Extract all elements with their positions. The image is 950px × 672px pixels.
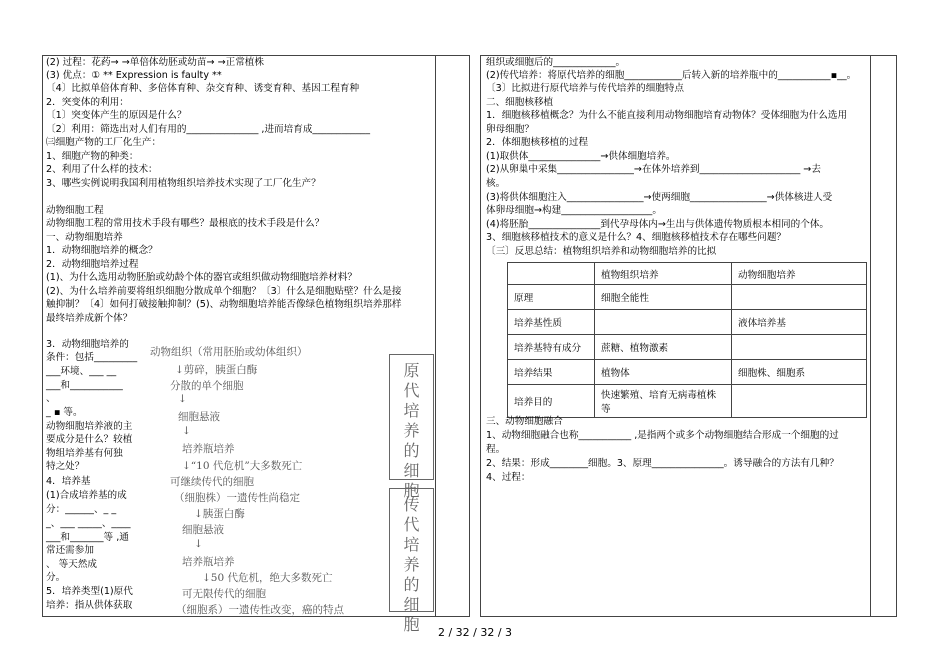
table-cell: 蔗糖、植物激素 xyxy=(595,335,732,360)
table-header-cell xyxy=(508,263,595,285)
left-line: (2) 过程：花药→ →单倍体幼胚或幼苗→ →正常植株 xyxy=(46,57,264,68)
page-number: 2 / 32 / 32 / 3 xyxy=(437,626,513,639)
table-cell: 细胞全能性 xyxy=(595,285,732,310)
right-line: 1、动物细胞融合也称___________ ,是指两个或多个动物细胞结合形成一个细胞的过 xyxy=(486,430,839,441)
right-line: 程。 xyxy=(486,444,506,455)
table-row xyxy=(508,385,867,418)
right-line: (3)将供体细胞注入________________→使两细胞________________→供体核进人受 xyxy=(486,192,833,203)
left-line: 3、哪些实例说明我国利用植物组织培养技术实现了工厂化生产？ xyxy=(46,178,321,189)
table-cell: 植物体 xyxy=(595,360,732,385)
passage-culture-label: 传代培养的细胞 xyxy=(403,495,420,634)
table-cell: 培养结果 xyxy=(508,360,595,385)
flow-arrow: ↓“10 代危机”大多数死亡 xyxy=(182,460,303,472)
flow-step: （细胞株）一遗传性尚稳定 xyxy=(174,492,300,504)
left-line: 最终培养成新个体？ xyxy=(46,313,133,324)
left-line: (1)、为什么选用动物胚胎或幼龄个体的器官或组织做动物细胞培养材料？ xyxy=(46,272,357,283)
table-cell: 原理 xyxy=(508,285,595,310)
flow-arrow: ↓50 代危机，绝大多数死亡 xyxy=(202,572,333,584)
table-cell: 培养目的 xyxy=(508,385,595,418)
table-cell xyxy=(732,385,867,418)
column-line: _、___ _____、____ xyxy=(46,518,131,529)
left-line: 〔2〕利用：筛选出对人们有用的_______________ ,进而培育成____________ xyxy=(46,124,370,135)
column-line: ___和_______等 ,通 xyxy=(46,532,129,543)
column-line: 分：______、_ _ xyxy=(46,504,117,515)
column-line: 条件：包括_________ xyxy=(46,352,138,363)
flow-arrow: ↓剪碎，胰蛋白酶 xyxy=(175,364,258,376)
flow-step: （细胞系）一遗传性改变，癌的特点 xyxy=(176,604,344,616)
flow-step: 可继续传代的细胞 xyxy=(170,476,254,488)
passage-culture-box xyxy=(389,488,434,634)
left-line: 2．动物细胞培养过程 xyxy=(46,259,139,270)
right-line: (2)传代培养：将原代培养的细胞____________后转入新的培养瓶中的___________▪__。 xyxy=(486,70,857,81)
flow-step: 可无限传代的细胞 xyxy=(182,588,266,600)
right-line: 组织或细胞后的_____________。 xyxy=(486,57,626,68)
left-line: (3) 优点：① ** Expression is faulty ** xyxy=(46,70,222,81)
table-cell: 细胞株、细胞系 xyxy=(732,360,867,385)
right-line: 体卵母细胞→构建___________________。 xyxy=(486,205,662,216)
flow-step: 细胞悬液 xyxy=(182,524,224,536)
left-line: 1、细胞产物的种类： xyxy=(46,151,139,162)
column-line: ___和___________ xyxy=(46,380,123,391)
flow-step: 培养瓶培养 xyxy=(182,443,235,455)
column-line: 分。 xyxy=(46,572,66,583)
left-line: 1．动物细胞培养的概念？ xyxy=(46,245,158,256)
section-heading: 动物细胞工程 xyxy=(46,205,104,216)
table-row xyxy=(508,335,867,360)
flow-arrow: ↓ xyxy=(194,538,203,550)
column-line: 常还需参加 xyxy=(46,545,94,556)
table-cell: 快速繁殖、培育无病毒植株等 xyxy=(595,385,732,418)
right-line: 4、过程： xyxy=(486,472,531,483)
table-row xyxy=(508,360,867,385)
column-line: 3．动物细胞培养的 xyxy=(46,339,129,350)
table-row xyxy=(508,310,867,335)
flow-step: 培养瓶培养 xyxy=(182,556,235,568)
flow-arrow: ↓胰蛋白酶 xyxy=(194,508,245,520)
table-header-row xyxy=(508,263,867,285)
flow-step: 动物组织（常用胚胎或幼体组织） xyxy=(150,346,308,358)
left-line: 2、利用了什么样的技术： xyxy=(46,164,158,175)
left-margin-line xyxy=(435,56,436,616)
left-line: 2．突变体的利用： xyxy=(46,97,129,108)
table-row xyxy=(508,285,867,310)
table-cell: 培养基特有成分 xyxy=(508,335,595,360)
right-line: 1．细胞核移植概念？为什么不能直接利用动物细胞培育动物体？受体细胞为什么选用 xyxy=(486,110,848,121)
flow-step: 细胞悬液 xyxy=(178,411,220,423)
table-cell xyxy=(732,335,867,360)
primary-culture-label: 原代培养的细胞 xyxy=(403,361,420,500)
table-cell: 培养基性质 xyxy=(508,310,595,335)
right-line: 卵母细胞？ xyxy=(486,124,534,135)
primary-culture-box xyxy=(389,354,434,500)
flow-step: 分散的单个细胞 xyxy=(170,380,244,392)
column-line: 4．培养基 xyxy=(46,476,91,487)
section-heading: 三、动物细胞融合 xyxy=(486,416,563,427)
column-line: (1)合成培养基的成 xyxy=(46,490,127,501)
left-line: 动物细胞工程的常用技术手段有哪些？最根底的技术手段是什么？ xyxy=(46,218,325,229)
right-line: 2．体细胞核移植的过程 xyxy=(486,137,589,148)
left-line: ㈢细胞产物的工厂化生产： xyxy=(46,137,162,148)
right-line: 〔3〕比拟进行原代培养与传代培养的细胞特点 xyxy=(486,83,684,94)
right-line: 2、结果：形成________细胞。3、原理_______________。诱导融合的方法有几种？ xyxy=(486,458,839,469)
comparison-table xyxy=(507,262,867,418)
column-line: 、 xyxy=(46,393,56,404)
right-line: 核。 xyxy=(486,178,506,189)
right-line: 〔三〕反思总结：植物组织培养和动物细胞培养的比拟 xyxy=(486,246,717,257)
section-heading: 二、细胞核移植 xyxy=(486,97,554,108)
table-header-cell: 动物细胞培养 xyxy=(732,263,867,285)
column-line: _ ▪ 等。 xyxy=(46,407,83,418)
table-cell xyxy=(732,285,867,310)
table-cell xyxy=(595,310,732,335)
left-line: 〔4〕比拟单倍体育种、多倍体育种、杂交育种、诱变育种、基因工程育种 xyxy=(46,83,360,94)
right-line: (2)从卵巢中采集________________→在体外培养到_____________________ →去 xyxy=(486,164,821,175)
flow-arrow: ↓ xyxy=(178,393,187,405)
left-line: 〔1〕突变体产生的原因是什么？ xyxy=(46,110,187,121)
right-line: (4)将胚胎_______________到代孕母体内→生出与供体遗传物质根本相同的个体。 xyxy=(486,219,830,230)
column-line: ___环境、___ __ xyxy=(46,366,117,377)
right-margin-line xyxy=(870,56,871,616)
table-cell: 液体培养基 xyxy=(732,310,867,335)
column-line: 特之处？ xyxy=(46,461,85,472)
right-line: (1)取供体_______________→供体细胞培养。 xyxy=(486,151,676,162)
table-header-cell: 植物组织培养 xyxy=(595,263,732,285)
column-line: 动物细胞培养液的主 xyxy=(46,421,133,432)
flow-arrow: ↓ xyxy=(182,425,191,437)
column-line: 培养：指从供体获取 xyxy=(46,600,133,611)
section-heading: 一、动物细胞培养 xyxy=(46,232,123,243)
column-line: 、 等天然成 xyxy=(46,559,98,570)
column-line: 要成分是什么？较植 xyxy=(46,434,133,445)
column-line: 5．培养类型(1)原代 xyxy=(46,586,133,597)
right-line: 3、细胞核移植技术的意义是什么？4、细胞核移植技术存在哪些问题？ xyxy=(486,232,787,243)
column-line: 物组培养基有何独 xyxy=(46,448,123,459)
left-line: (2)、为什么培养前要将组织细胞分散成单个细胞？〔3〕什么是细胞贴壁？什么是接 xyxy=(46,286,402,297)
left-line: 触抑制？〔4〕如何打破接触抑制？(5)、动物细胞培养能否像绿色植物组织培养那样 xyxy=(46,299,402,310)
